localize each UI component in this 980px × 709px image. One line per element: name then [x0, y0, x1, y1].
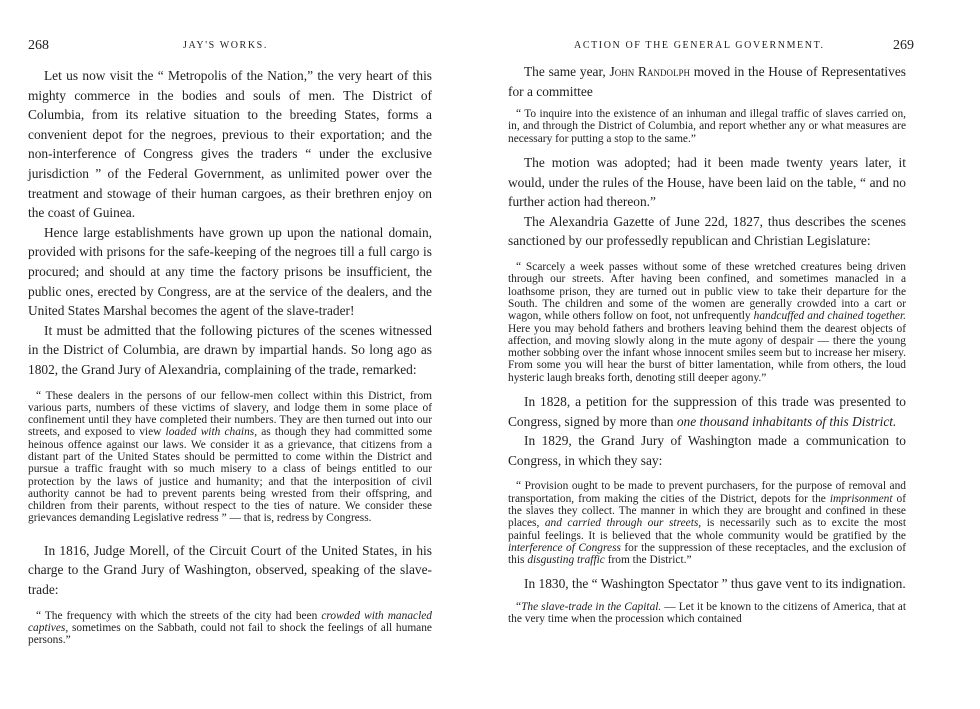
- paragraph-impartial-hands: It must be admitted that the following pictures of the scenes witnessed in the District of Columbia, are drawn by impartial hands. So long ago as 1802, the Grand Jury of Alexandria, complaining of the trade, remarked:: [28, 322, 432, 377]
- paragraph-metropolis: Let us now visit the “ Metropolis of the Nation,” the very heart of this mighty commerce in the bodies and souls of men. The District of Columbia, from its relative situation to the breeding States, forms a convenient depot for the negroes, previous to their exportation; and the non-interference of Congress gives the traders “ under the exclusive jurisdiction ” of the Federal Government, as unlimited power over the treatment and stowage of their human cargoes, as their brethren enjoy on the coast of Guinea.: [28, 68, 432, 221]
- quote-emphasis: The slave-trade in the Capital.: [521, 601, 662, 614]
- paragraph-gazette: The Alexandria Gazette of June 22d, 1827, thus describes the scenes sanctioned by our professedly republican and Christian Legislature:: [508, 213, 906, 249]
- paragraph-text: The same year,: [524, 64, 610, 79]
- quote-text: “ The frequency with which the streets of the city had been: [36, 609, 322, 622]
- paragraph-randolph: [508, 62, 906, 101]
- paragraph-motion: The motion was adopted; had it been made twenty years later, it would, under the rules of the House, have been laid on the table, “ and no further action had thereon.”: [508, 155, 906, 210]
- paragraph-1830: In 1830, the “ Washington Spectator ” thus gave vent to its indignation.: [524, 576, 906, 592]
- quote-washington-grand-jury: [508, 480, 906, 566]
- quote-judge-morell: [28, 610, 432, 647]
- quote-emphasis: imprisonment: [829, 492, 893, 505]
- right-page-header: [574, 38, 914, 54]
- quote-text: Here you may behold fathers and brothers leaving behind them the dearest objects of affection, and moving slowly along in the mute agony of despair — there the young mother sobbing over the infant whose innocent smiles seem but to increase her misery. From some you will hear the burst of bitter lamentation, while from others, the loud hysteric laugh breaks forth, denoting still deeper agony.”: [508, 322, 906, 384]
- left-running-head: JAY'S WORKS.: [183, 40, 268, 51]
- quote-emphasis: handcuffed and chained together.: [753, 310, 906, 323]
- quote-text: “ These dealers in the persons of our fellow-men collect within this District, from various parts, numbers of these victims of slavery, and lodge them in some place of confinement until they have completed their numbers. They are then turned out into our streets, and exposed to view: [28, 389, 432, 439]
- quote-text: — Let it be known to the citizens of America, that at the very time when the procession which contained: [508, 601, 906, 626]
- quote-emphasis: loaded with chains,: [165, 426, 258, 439]
- quote-text: as though they had committed some heinous offence against our laws. We consider it as a grievance, that citizens from a distant part of the United States should be permitted to come within the District and pursue a traffic fraught with so much misery to a class of beings entitled to our protection by the laws of justice and humanity; and that the interposition of civil authority cannot be had to prevent parents being wrested from their offspring, and children from their parents, without respect to the ties of nature. We consider these grievances demanding Legislative redress ” — that is, redress by Congress.: [28, 426, 432, 525]
- quote-emphasis: and carried through our streets,: [544, 517, 702, 530]
- quote-text: sometimes on the Sabbath, could not fail to shock the feelings of all humane persons.”: [28, 621, 432, 647]
- left-page-body: [28, 66, 432, 654]
- quote-emphasis: interference of Congress: [508, 541, 621, 554]
- quote-text: “: [516, 601, 522, 614]
- quote-text: of the slaves they collect. The manner in which they are brought and confined in these places,: [508, 492, 906, 530]
- paragraph-1828: [508, 392, 906, 431]
- paragraph-emphasis: one thousand inhabitants of this District.: [676, 413, 897, 429]
- quote-inquire: “ To inquire into the existence of an inhuman and illegal traffic of slaves carried on, in, and through the District of Columbia, and report whether any or what measures are necessary for putting a stop to the same.”: [508, 108, 906, 145]
- quote-text: from the District.”: [604, 554, 692, 567]
- paragraph-text: In 1828, a petition for the suppression of this trade was presented to Congress, signed by more than: [508, 394, 906, 429]
- quote-washington-spectator: [508, 601, 906, 626]
- quote-alexandria-gazette: [508, 261, 906, 384]
- paragraph-establishments: Hence large establishments have grown up upon the national domain, provided with prisons for the safe-keeping of the negroes till a full cargo is procured; and should at any time the factory prisons be insufficient, the public ones, erected by Congress, are at the service of the dealers, and the United States Marshal becomes the agent of the slave-trader!: [28, 224, 432, 319]
- right-page: [490, 0, 980, 709]
- quote-text: is necessarily such as to excite the most painful feelings. It is believed that the whole community would be gratified by the: [508, 517, 907, 542]
- quote-emphasis: disgusting traffic: [527, 554, 605, 567]
- paragraph-text: moved in the House of Representatives for a committee: [508, 64, 906, 99]
- paragraph-1816: In 1816, Judge Morell, of the Circuit Court of the United States, in his charge to the Grand Jury of Washington, observed, speaking of the slave-trade:: [28, 542, 432, 597]
- quote-alexandria-grand-jury: [28, 390, 432, 525]
- quote-emphasis: crowded with manacled captives,: [28, 609, 432, 634]
- paragraph-1829: In 1829, the Grand Jury of Washington made a communication to Congress, in which they say:: [508, 433, 906, 468]
- quote-text: “ Provision ought to be made to prevent purchasers, for the purpose of removal and transportation, from making the cities of the District, depots for the: [508, 480, 906, 505]
- right-page-body: [508, 62, 906, 634]
- quote-text: for the suppression of these receptacles, and the exclusion of this: [508, 541, 906, 567]
- person-name: John Randolph: [609, 64, 690, 79]
- left-page-number: 268: [28, 38, 49, 53]
- left-page-header: [28, 38, 438, 54]
- right-page-number: 269: [893, 38, 914, 53]
- quote-text: “ Scarcely a week passes without some of these wretched creatures being driven through our streets. After having been confined, and sometimes manacled in a loathsome prison, they are turned out in public view to take their departure for the South. The children and some of the women are generally crowded into a cart or wagon, while others follow on foot, not unfrequently: [508, 261, 906, 323]
- right-running-head: ACTION OF THE GENERAL GOVERNMENT.: [574, 40, 825, 51]
